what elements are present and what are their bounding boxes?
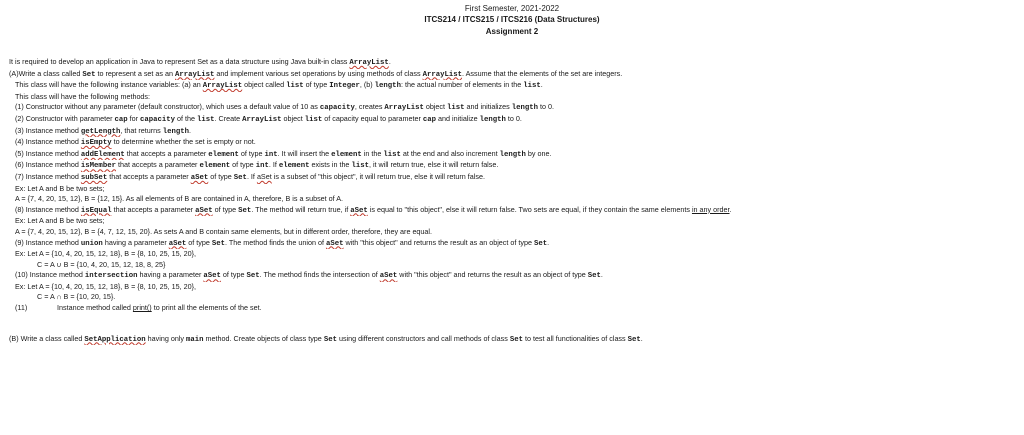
method-2: (2) Constructor with parameter cap for capacity of the list. Create ArrayList object list of capacity equal to parameter cap and initialize length to 0. [15,113,522,124]
example-7-line-2: A = {7, 4, 20, 15, 12}, B = {12, 15}. As all elements of B are contained in A, therefore, B is a subset of A. [15,194,344,204]
example-9-line-1: Ex: Let A = {10, 4, 20, 15, 12, 18}, B = {8, 10, 25, 15, 20}, [15,249,197,259]
method-5: (5) Instance method addElement that accepts a parameter element of type int. It will insert the element in the list at the end and also increment length by one. [15,148,552,159]
part-b-heading: (B) Write a class called SetApplication having only main method. Create objects of class type Set using different constructors and call methods of class Set to test all functionalities of class Set. [9,333,643,344]
spacer [9,314,1019,334]
example-9-line-2: C = A ∪ B = {10, 4, 20, 15, 12, 18, 8, 25} [37,259,166,269]
intro-paragraph: It is required to develop an application in Java to represent Set as a data structure using Java built-in class ArrayList. [9,57,391,67]
example-10-line-1: Ex: Let A = {10, 4, 20, 15, 12, 18}, B = {8, 10, 25, 15, 20}, [15,281,197,291]
method-8: (8) Instance method isEqual that accepts a parameter aSet of type Set. The method will return true, if aSet is equal to "this object", else it will return false. Two sets are equal, if they contain the same elements in any order. [15,204,732,215]
example-8-line-2: A = {7, 4, 20, 15, 12}, B = {4, 7, 12, 15, 20}. As sets A and B contain same elements, but in different order, therefore, they are equal. [15,226,433,236]
assignment-body [9,57,1019,345]
part-a-heading: (A)Write a class called Set to represent a set as an ArrayList and implement various set operations by using methods of class ArrayList. Assume that the elements of the set are integers. [9,68,623,79]
assignment-title: Assignment 2 [485,27,539,36]
method-7: (7) Instance method subSet that accepts a parameter aSet of type Set. If aSet is a subset of "this object", it will return true, else it will return false. [15,171,485,182]
method-1: (1) Constructor without any parameter (default constructor), which uses a default value of 10 as capacity, creates ArrayList object list and initializes length to 0. [15,102,554,113]
method-3: (3) Instance method getLength, that returns length. [15,125,191,136]
example-8-line-1: Ex: Let A and B be two sets; [15,216,105,226]
example-10-line-2: C = A ∩ B = {10, 20, 15}. [37,292,116,302]
method-11: (11) Instance method called print() to print all the elements of the set. [15,303,262,313]
instance-variables-line: This class will have the following instance variables: (a) an ArrayList object called list of type Integer, (b) length: the actual number of elements in the list. [15,80,543,91]
method-6: (6) Instance method isMember that accepts a parameter element of type int. If element exists in the list, it will return true, else it will return false. [15,160,499,171]
example-7-line-1: Ex: Let A and B be two sets; [15,183,105,193]
document-header [0,4,1024,38]
course-title: ITCS214 / ITCS215 / ITCS216 (Data Structures) [424,15,600,24]
method-10: (10) Instance method intersection having a parameter aSet of type Set. The method finds the intersection of aSet with "this object" and returns the result as an object of type Set. [15,270,603,281]
method-4: (4) Instance method isEmpty to determine whether the set is empty or not. [15,137,256,148]
semester-line: First Semester, 2021-2022 [464,4,560,13]
method-9: (9) Instance method union having a parameter aSet of type Set. The method finds the union of aSet with "this object" and returns the result as an object of type Set. [15,237,550,248]
methods-intro: This class will have the following methods: [15,91,151,101]
